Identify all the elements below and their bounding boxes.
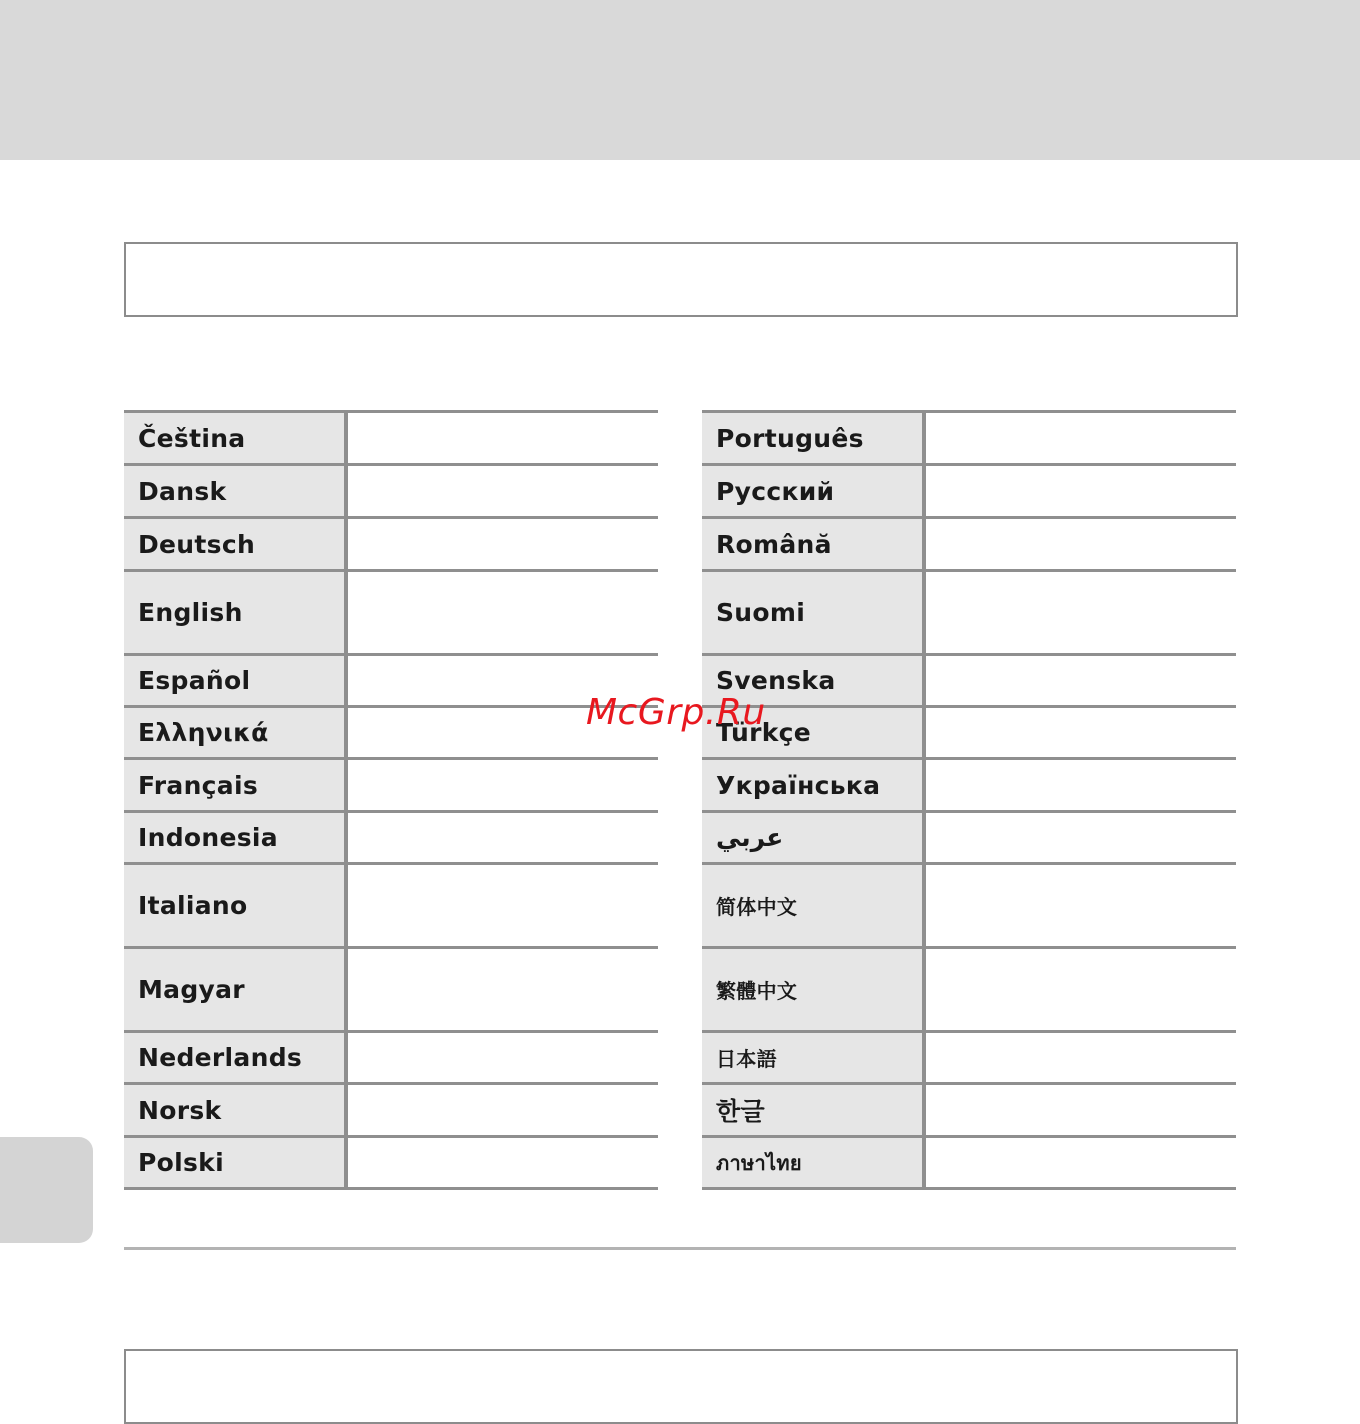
section-divider (124, 1247, 1236, 1250)
table-row (124, 1033, 658, 1085)
language-description-cell (926, 656, 1236, 705)
language-name: عربي (716, 823, 784, 852)
watermark: McGrp.Ru (586, 692, 766, 733)
language-label-cell (702, 865, 926, 946)
table-row (124, 1085, 658, 1138)
language-label-cell (124, 949, 348, 1030)
language-description-cell (348, 813, 658, 862)
language-label-cell (702, 949, 926, 1030)
table-row (702, 1138, 1236, 1190)
language-name: Deutsch (138, 529, 256, 559)
language-description-cell (348, 1085, 658, 1135)
language-name: Dansk (138, 476, 227, 506)
language-description-cell (348, 1138, 658, 1187)
language-label-cell (702, 519, 926, 569)
language-name: Ελληνικά (138, 718, 269, 747)
table-row (124, 813, 658, 865)
language-name: 简体中文 (716, 895, 798, 919)
language-name: Español (138, 666, 251, 695)
language-description-cell (926, 708, 1236, 757)
language-description-cell (926, 466, 1236, 516)
table-row (702, 1085, 1236, 1138)
language-label-cell (702, 760, 926, 810)
table-row (124, 865, 658, 949)
language-name: ภาษาไทย (716, 1150, 802, 1175)
language-name: Čeština (138, 423, 246, 453)
table-row (702, 865, 1236, 949)
language-name: English (138, 598, 243, 627)
language-description-cell (926, 572, 1236, 653)
language-label-cell (124, 519, 348, 569)
language-label-cell (124, 413, 348, 463)
language-label-cell (702, 1138, 926, 1187)
table-row (124, 708, 658, 760)
table-row (124, 466, 658, 519)
language-label-cell (124, 760, 348, 810)
language-name: Polski (138, 1148, 224, 1177)
table-row (702, 466, 1236, 519)
language-label-cell (702, 1085, 926, 1135)
language-name: 한글 (716, 1097, 765, 1126)
language-name: Français (138, 770, 259, 800)
table-row (702, 572, 1236, 656)
language-description-cell (926, 760, 1236, 810)
language-name: Українська (716, 770, 881, 800)
language-name: Português (716, 423, 864, 453)
language-label-cell (124, 708, 348, 757)
language-description-cell (926, 813, 1236, 862)
language-label-cell (124, 656, 348, 705)
language-label-cell (124, 865, 348, 946)
language-description-cell (348, 519, 658, 569)
language-description-cell (348, 572, 658, 653)
language-label-cell (124, 572, 348, 653)
language-description-cell (348, 865, 658, 946)
language-name: Svenska (716, 666, 836, 695)
language-label-cell (124, 1085, 348, 1135)
language-name: Norsk (138, 1095, 222, 1125)
table-row (124, 572, 658, 656)
language-description-cell (926, 413, 1236, 463)
language-name: 日本語 (716, 1047, 777, 1071)
language-label-cell (702, 413, 926, 463)
language-name: Suomi (716, 598, 806, 627)
language-label-cell (702, 813, 926, 862)
language-name: Русский (716, 476, 835, 506)
header-band (0, 0, 1360, 160)
table-row (702, 413, 1236, 466)
language-label-cell (124, 1033, 348, 1082)
bottom-note-box (124, 1349, 1238, 1424)
language-name: Indonesia (138, 823, 278, 852)
table-row (124, 1138, 658, 1190)
top-note-box (124, 242, 1238, 317)
language-description-cell (348, 466, 658, 516)
language-name: Magyar (138, 975, 245, 1004)
language-name: Türkçe (716, 718, 812, 747)
language-label-cell (124, 1138, 348, 1187)
language-name: Nederlands (138, 1043, 303, 1072)
language-label-cell (702, 572, 926, 653)
table-row (124, 656, 658, 708)
language-description-cell (348, 1033, 658, 1082)
table-row (702, 1033, 1236, 1085)
language-name: Italiano (138, 891, 248, 920)
table-row (702, 708, 1236, 760)
language-label-cell (702, 466, 926, 516)
language-description-cell (926, 1085, 1236, 1135)
table-row (702, 949, 1236, 1033)
table-row (702, 813, 1236, 865)
language-description-cell (926, 949, 1236, 1030)
table-row (124, 413, 658, 466)
language-description-cell (926, 519, 1236, 569)
language-label-cell (124, 466, 348, 516)
language-name: 繁體中文 (716, 979, 798, 1003)
table-row (124, 519, 658, 572)
table-row (702, 760, 1236, 813)
language-description-cell (926, 1138, 1236, 1187)
language-description-cell (348, 760, 658, 810)
language-name: Română (716, 529, 832, 559)
language-label-cell (702, 1033, 926, 1082)
language-table-left (124, 410, 658, 1190)
section-side-tab (0, 1137, 93, 1243)
language-label-cell (124, 813, 348, 862)
table-row (124, 949, 658, 1033)
language-description-cell (348, 413, 658, 463)
language-description-cell (348, 949, 658, 1030)
table-row (702, 656, 1236, 708)
language-table-right (702, 410, 1236, 1190)
language-description-cell (926, 865, 1236, 946)
language-description-cell (926, 1033, 1236, 1082)
table-row (124, 760, 658, 813)
table-row (702, 519, 1236, 572)
